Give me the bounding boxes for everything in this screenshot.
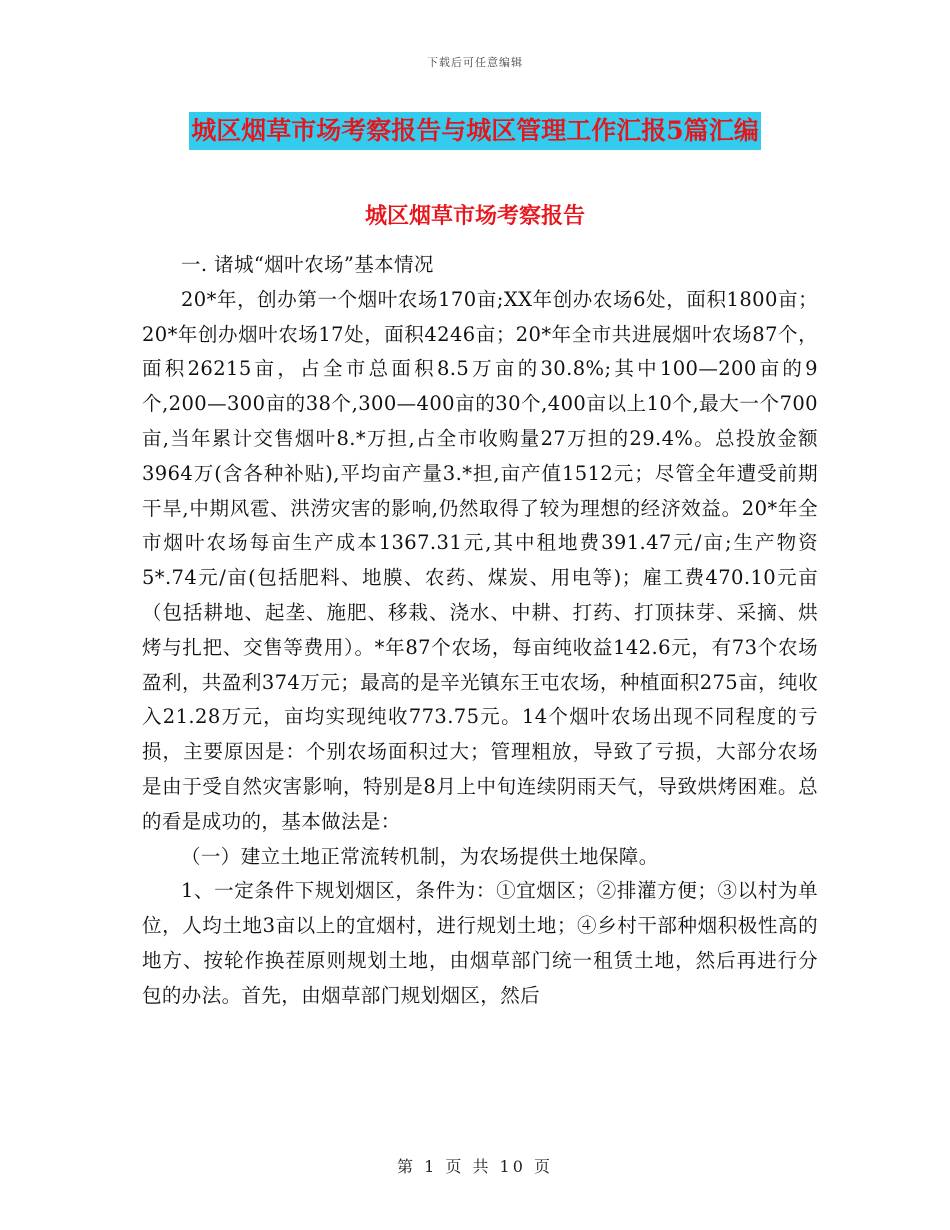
page-header-note: 下载后可任意编辑 xyxy=(427,56,523,69)
page-footer-number: 第 1 页 共 10 页 xyxy=(397,1157,553,1176)
paragraph-farm-overview: 20*年，创办第一个烟叶农场170亩;XX年创办农场6处，面积1800亩；20*年创办烟叶农场17处，面积4246亩；20*年全市共进展烟叶农场87个，面积26215亩，占全市总面积8.5万亩的30.8%;其中100—200亩的9个,200—300亩的38个,300—400亩的30个,400亩以上10个,最大一个700亩,当年累计交售烟叶8.*万担,占全市收购量27万担的29.4%。总投放金额3964万(含各种补贴),平均亩产量3.*担,亩产值1512元；尽管全年遭受前期干旱,中期风雹、洪涝灾害的影响,仍然取得了较为理想的经济效益。20*年全市烟叶农场每亩生产成本1367.31元,其中租地费391.47元/亩;生产物资5*.74元/亩(包括肥料、地膜、农药、煤炭、用电等)；雇工费470.10元亩（包括耕地、起垄、施肥、移栽、浇水、中耕、打药、打顶抹芽、采摘、烘烤与扎把、交售等费用）。*年87个农场，每亩纯收益142.6元，有73个农场盈利，共盈利374万元；最高的是辛光镇东王屯农场，种植面积275亩，纯收入21.28万元，亩均实现纯收773.75元。14个烟叶农场出现不同程度的亏损，主要原因是：个别农场面积过大；管理粗放，导致了亏损，大部分农场是由于受自然灾害影响，特别是8月上中旬连续阴雨天气，导致烘烤困难。总的看是成功的，基本做法是： xyxy=(142,287,818,833)
section-title: 城区烟草市场考察报告 xyxy=(364,203,585,229)
document-body xyxy=(142,248,818,1014)
document-title-container xyxy=(0,112,950,150)
document-title: 城区烟草市场考察报告与城区管理工作汇报5篇汇编 xyxy=(189,112,760,150)
paragraph-plan-tobacco-area: 1、一定条件下规划烟区，条件为：①宜烟区；②排灌方便；③以村为单位，人均土地3亩以上的宜烟村，进行规划土地；④乡村干部种烟积极性高的地方、按轮作换茬原则规划土地，由烟草部门统一租赁土地，然后再进行分包的办法。首先，由烟草部门规划烟区，然后 xyxy=(142,879,818,1007)
paragraph-subheading-land-transfer: （一）建立土地正常流转机制，为农场提供土地保障。 xyxy=(181,844,659,868)
paragraph-heading-basic-situation: 一. 诸城“烟叶农场”基本情况 xyxy=(181,253,434,276)
